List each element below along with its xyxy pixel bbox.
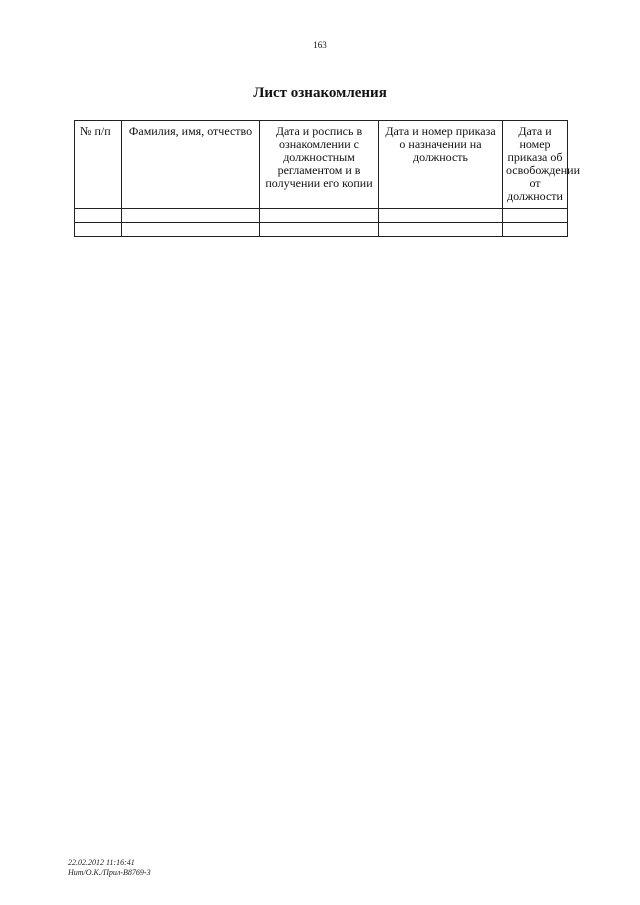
header-dismissal-order: Дата и номер приказа об освобождении от должности <box>503 121 568 209</box>
table-row <box>75 209 568 223</box>
acknowledgement-table <box>74 120 581 237</box>
table-header-row <box>75 121 568 209</box>
table-cell <box>503 209 568 223</box>
footer-timestamp: 22.02.2012 11:16:41 <box>68 858 135 867</box>
table-cell <box>122 209 260 223</box>
table-cell <box>379 223 503 237</box>
header-acquaintance-date-signature: Дата и роспись в ознакомлении с должностным регламентом и в получении его копии <box>260 121 379 209</box>
table-row <box>75 223 568 237</box>
table-cell <box>75 209 122 223</box>
table-cell <box>122 223 260 237</box>
footer-file-reference: Hum/O.K./Прил-B8769-3 <box>68 868 151 877</box>
page-number: 163 <box>313 40 327 50</box>
table-cell <box>379 209 503 223</box>
table-cell <box>260 223 379 237</box>
table-cell <box>503 223 568 237</box>
header-number: № п/п <box>75 121 122 209</box>
table-cell <box>75 223 122 237</box>
document-title: Лист ознакомления <box>253 85 387 101</box>
footer-stamp <box>68 858 151 878</box>
header-full-name: Фамилия, имя, отчество <box>122 121 260 209</box>
header-appointment-order: Дата и номер приказа о назначении на должность <box>379 121 503 209</box>
table-cell <box>260 209 379 223</box>
